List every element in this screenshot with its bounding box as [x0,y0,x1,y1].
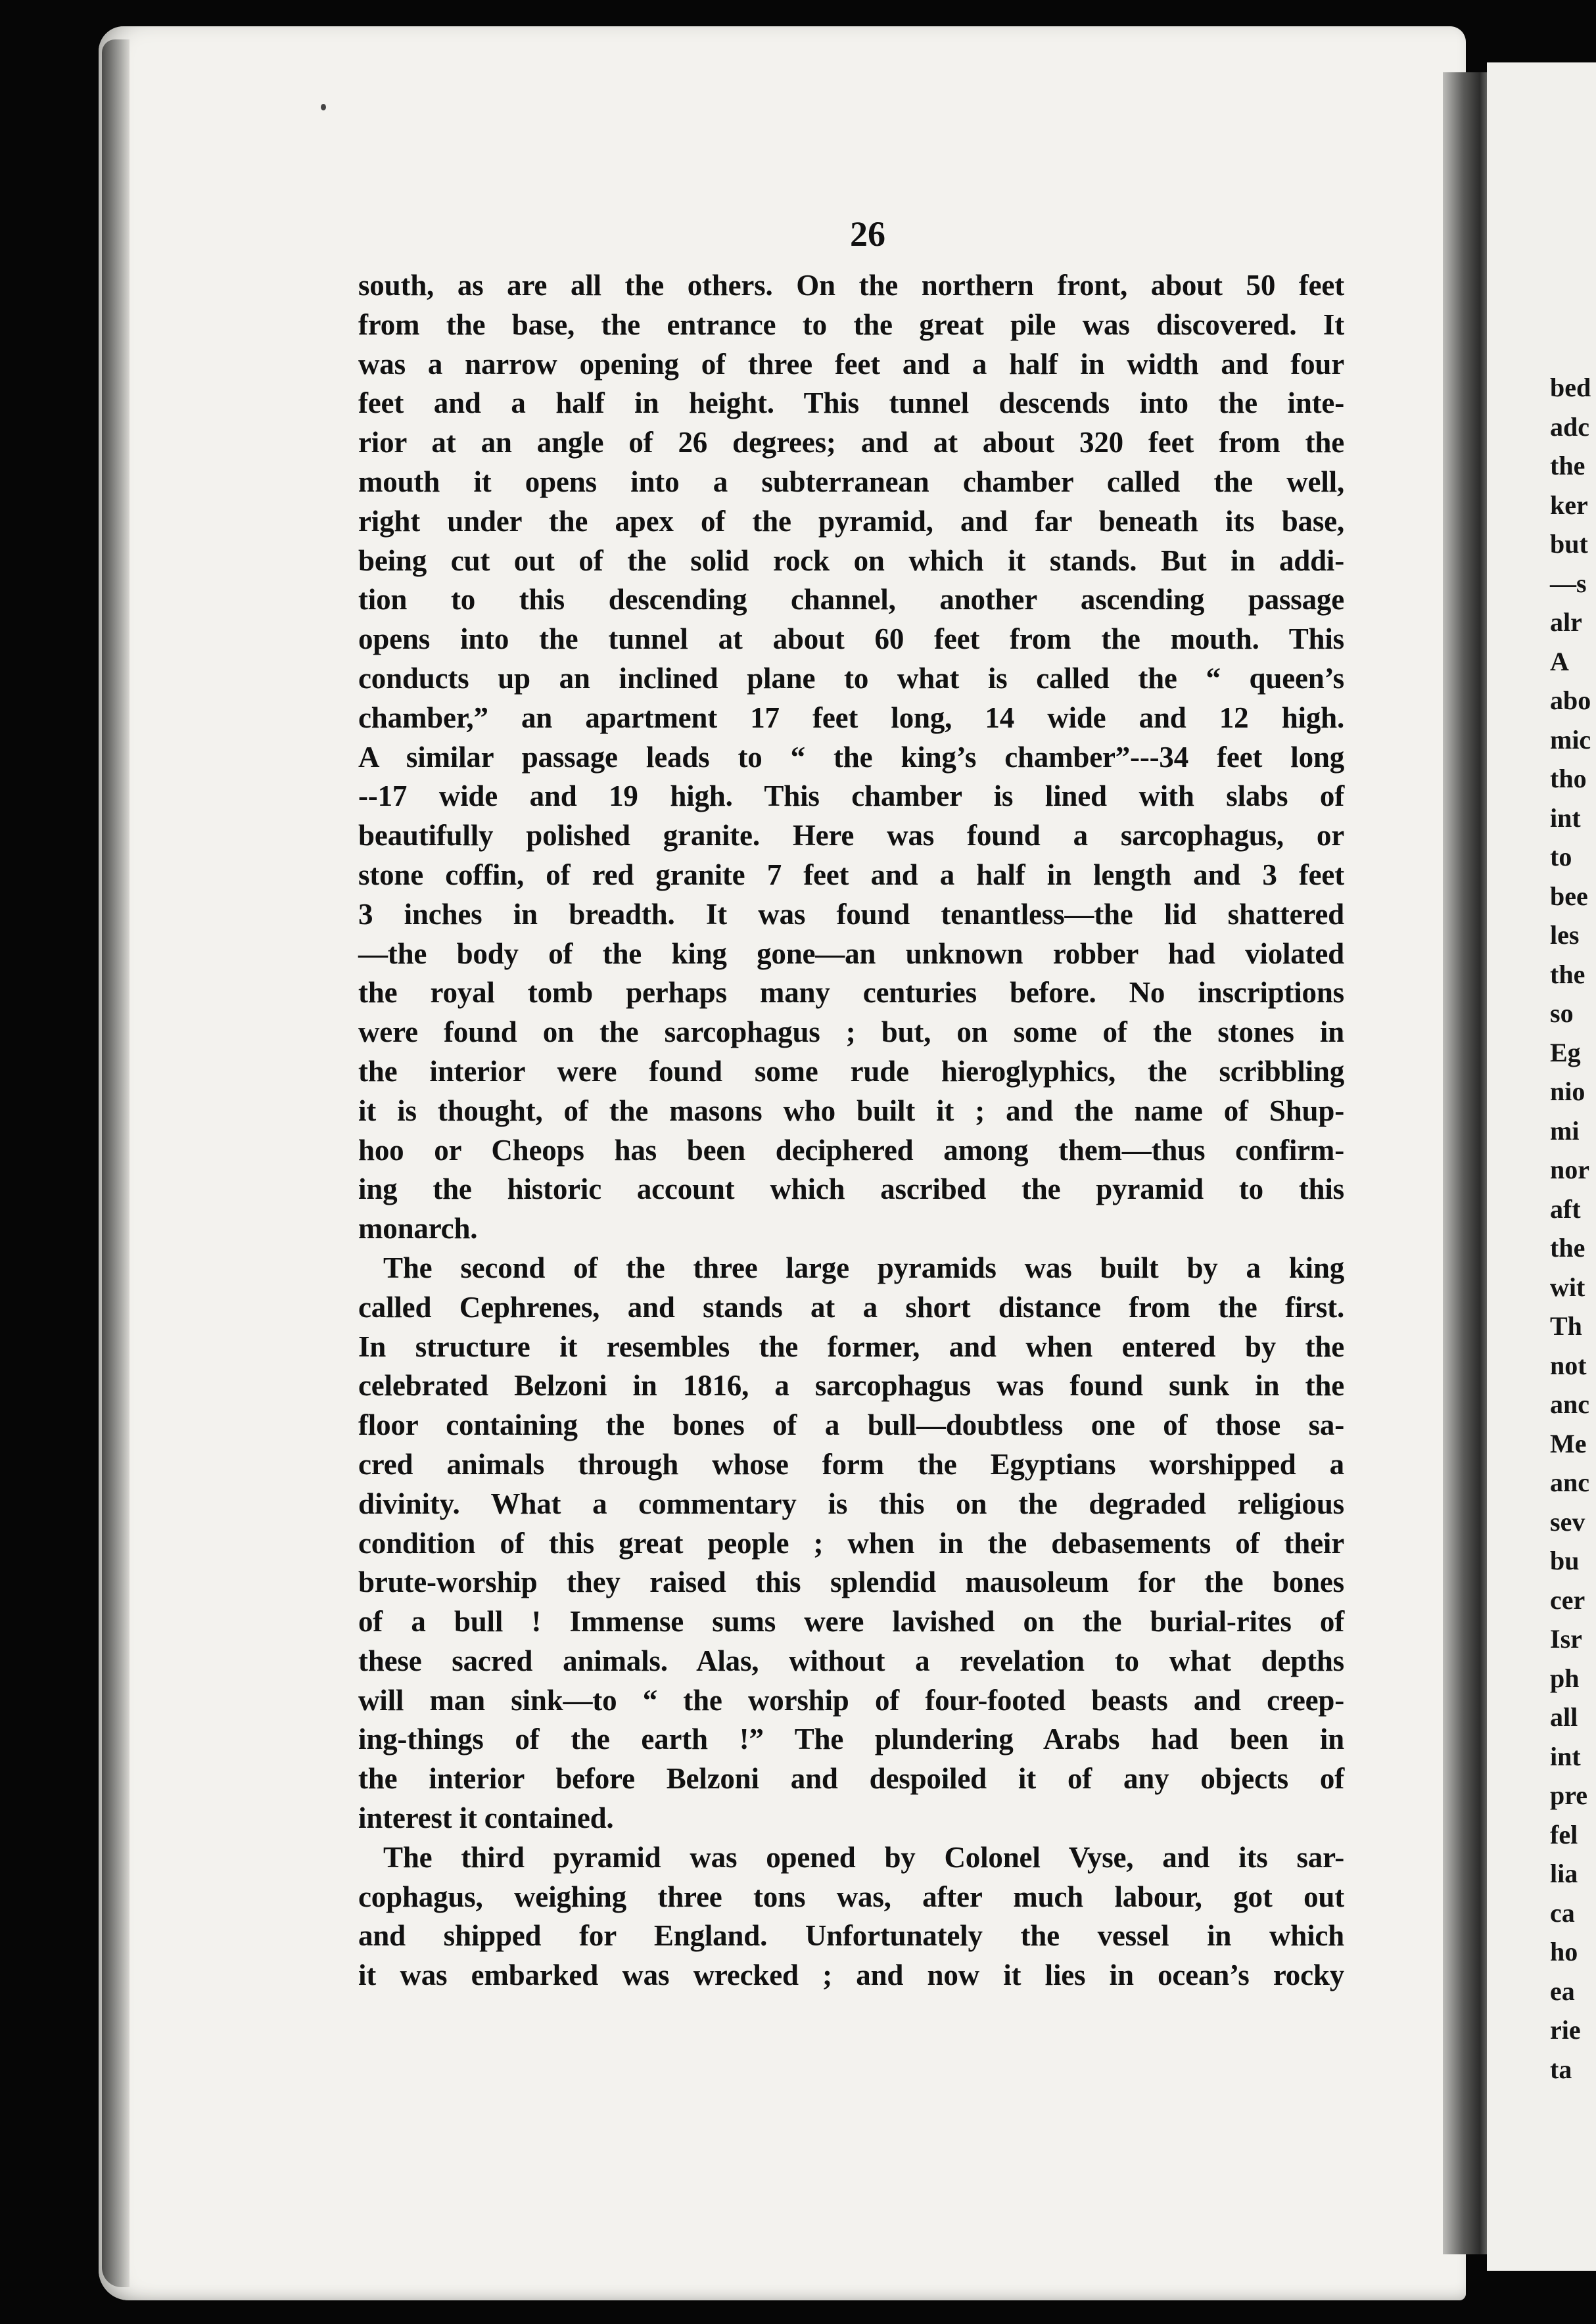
text-line: monarch. [358,1212,478,1245]
text-line: and shipped for England. Unfortunately the vessel in which [358,1919,1344,1953]
ink-speck [321,104,326,110]
right-page-fragment: tho [1550,764,1587,793]
text-line: floor containing the bones of a bull—doubtless one of those sa- [358,1408,1344,1442]
text-line: opens into the tunnel at about 60 feet from the mouth. This [358,622,1344,656]
right-page-fragment: the [1550,1233,1585,1263]
right-page-fragment: abo [1550,686,1591,715]
text-line: the interior before Belzoni and despoiled it of any objects of [358,1762,1344,1796]
text-line: In structure it resembles the former, and when entered by the [358,1330,1344,1363]
right-page-fragment: bed [1550,373,1591,402]
text-line: will man sink—to “ the worship of four-footed beasts and creep- [358,1683,1344,1717]
right-page-fragment: lia [1550,1859,1578,1888]
right-page-fragment: les [1550,920,1580,950]
right-page-fragment: bee [1550,881,1588,911]
text-line: rior at an angle of 26 degrees; and at about 320 feet from the [358,426,1344,459]
text-line: —the body of the king gone—an unknown robber had violated [358,937,1344,970]
right-page-fragment: all [1550,1702,1578,1732]
right-page-fragment: aft [1550,1194,1581,1224]
text-line: celebrated Belzoni in 1816, a sarcophagus was found sunk in the [358,1369,1344,1403]
text-line: called Cephrenes, and stands at a short distance from the first. [358,1290,1344,1324]
right-page-fragment: Isr [1550,1624,1582,1654]
right-page-fragment: the [1550,959,1585,989]
text-line: of a bull ! Immense sums were lavished on the burial-rites of [358,1605,1344,1638]
right-page-fragment: nio [1550,1077,1585,1106]
text-line: 3 inches in breadth. It was found tenantless—the lid shattered [358,897,1344,931]
text-line: the interior were found some rude hieroglyphics, the scribbling [358,1054,1344,1088]
right-page [1487,62,1596,2271]
right-page-fragment: but [1550,529,1588,559]
right-page-fragment: Me [1550,1428,1587,1458]
right-page-fragment: anc [1550,1468,1589,1497]
text-line: ing-things of the earth !” The plundering Arabs had been in [358,1723,1344,1756]
text-line: these sacred animals. Alas, without a revelation to what depths [358,1644,1344,1677]
right-page-fragment: A [1550,646,1569,676]
page-body-text [358,266,1344,1995]
text-line: the royal tomb perhaps many centuries before. No inscriptions [358,976,1344,1010]
right-page-fragment: adc [1550,411,1589,442]
right-page-fragment: int [1550,802,1581,833]
right-page-fragment: alr [1550,607,1582,637]
text-line: brute-worship they raised this splendid mausoleum for the bones [358,1566,1344,1599]
text-line: right under the apex of the pyramid, and far beneath its base, [358,504,1344,538]
right-page-fragment: the [1550,451,1585,480]
right-page-fragment: fel [1550,1819,1578,1849]
right-page-fragment: bu [1550,1546,1580,1575]
text-line: being cut out of the solid rock on which it stands. But in addi- [358,544,1344,577]
right-page-fragment: ph [1550,1663,1580,1693]
text-line: it was embarked was wrecked ; and now it lies in ocean’s rocky [358,1959,1344,1992]
right-page-fragment: nor [1550,1155,1589,1184]
text-line: A similar passage leads to “ the king’s chamber”---34 feet long [358,740,1344,774]
text-line: feet and a half in height. This tunnel descends into the inte- [358,386,1344,420]
right-page-fragment: ea [1550,1976,1575,2006]
right-page-fragment: int [1550,1741,1581,1771]
text-line: conducts up an inclined plane to what is called the “ queen’s [358,661,1344,695]
right-page-fragment: to [1550,842,1572,872]
right-page-fragment: so [1550,998,1574,1028]
text-line: --17 wide and 19 high. This chamber is lined with slabs of [358,779,1344,813]
text-line: ing the historic account which ascribed the pyramid to this [358,1173,1344,1206]
right-page-fragment: ho [1550,1937,1578,1966]
text-line: stone coffin, of red granite 7 feet and a half in length and 3 feet [358,858,1344,891]
text-line: divinity. What a commentary is this on the degraded religious [358,1487,1344,1520]
page-number: 26 [850,214,885,254]
book-gutter-shadow [1443,72,1489,2254]
right-page-fragment: mi [1550,1115,1580,1146]
text-line: beautifully polished granite. Here was found a sarcophagus, or [358,819,1344,852]
text-line: were found on the sarcophagus ; but, on some of the stones in [358,1015,1344,1049]
right-page-fragment: Th [1550,1311,1582,1341]
text-line: mouth it opens into a subterranean chamber called the well, [358,465,1344,498]
right-page-fragment: ker [1550,490,1588,520]
right-page-fragment: mic [1550,724,1591,755]
right-page-fragment: cer [1550,1585,1585,1615]
text-line: tion to this descending channel, another ascending passage [358,583,1344,616]
text-line: The second of the three large pyramids was built by a king [383,1251,1344,1284]
right-page-fragment: wit [1550,1272,1585,1302]
text-line: hoo or Cheops has been deciphered among them—thus confirm- [358,1133,1344,1167]
right-page-fragment: not [1550,1350,1587,1380]
text-line: chamber,” an apartment 17 feet long, 14 wide and 12 high. [358,701,1344,734]
text-line: was a narrow opening of three feet and a half in width and four [358,347,1344,381]
text-line: interest it contained. [358,1801,614,1835]
right-page-text-fragments [1550,368,1596,2089]
text-line: condition of this great people ; when in the debasements of their [358,1526,1344,1560]
right-page-fragment: sev [1550,1506,1585,1537]
text-line: from the base, the entrance to the great pile was discovered. It [358,308,1344,341]
text-line: cred animals through whose form the Egyptians worshipped a [358,1447,1344,1481]
page-binding-edge [102,39,129,2287]
text-line: south, as are all the others. On the northern front, about 50 feet [358,269,1344,302]
text-line: cophagus, weighing three tons was, after much labour, got out [358,1880,1344,1913]
text-line: it is thought, of the masons who built it ; and the name of Shup- [358,1094,1344,1127]
right-page-fragment: Eg [1550,1037,1581,1067]
right-page-fragment: rie [1550,2015,1581,2045]
right-page-fragment: ca [1550,1897,1575,1928]
right-page-fragment: anc [1550,1389,1589,1419]
right-page-fragment: —s [1550,568,1587,598]
right-page-fragment: ta [1550,2054,1572,2084]
right-page-fragment: pre [1550,1780,1588,1810]
text-line: The third pyramid was opened by Colonel Vyse, and its sar- [383,1840,1344,1874]
